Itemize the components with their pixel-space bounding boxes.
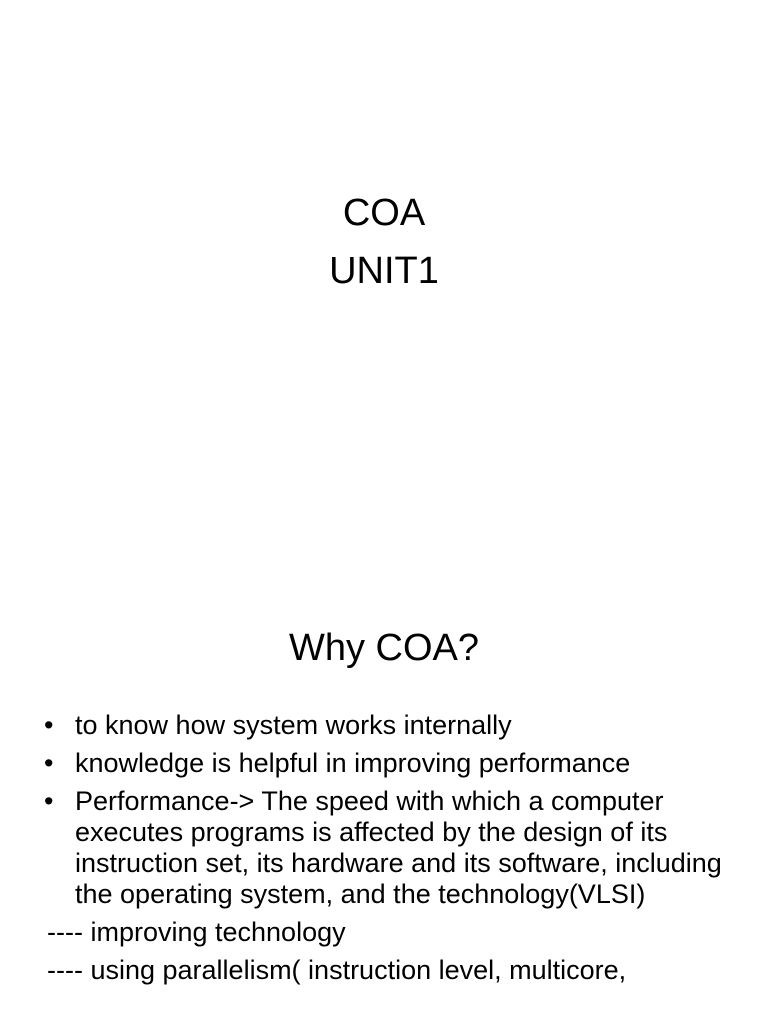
slide-heading: Why COA?: [288, 627, 480, 669]
slide-title-line-1: COA: [342, 192, 426, 234]
bullet-text: knowledge is helpful in improving performance: [75, 748, 631, 778]
bullet-text: Performance-> The speed with which a computer executes programs is affected by the design of its instruction set, its hardware and its software, including the operating system, and the technology(VLSI): [75, 786, 722, 909]
bullet-icon: •: [44, 710, 54, 740]
bullet-text: to know how system works internally: [75, 710, 512, 740]
content-slide: [0, 576, 768, 1024]
bullet-icon: •: [44, 786, 54, 816]
dash-line-item: ---- using parallelism( instruction level, multicore,: [47, 955, 627, 985]
bullet-item: [0, 710, 768, 741]
bullet-icon: •: [44, 748, 54, 778]
bullet-item: [0, 748, 768, 779]
dash-line-item: ---- improving technology: [47, 917, 346, 947]
bullet-list: [0, 710, 768, 993]
slide-title-line-2: UNIT1: [329, 250, 439, 292]
bullet-item: [0, 786, 768, 910]
